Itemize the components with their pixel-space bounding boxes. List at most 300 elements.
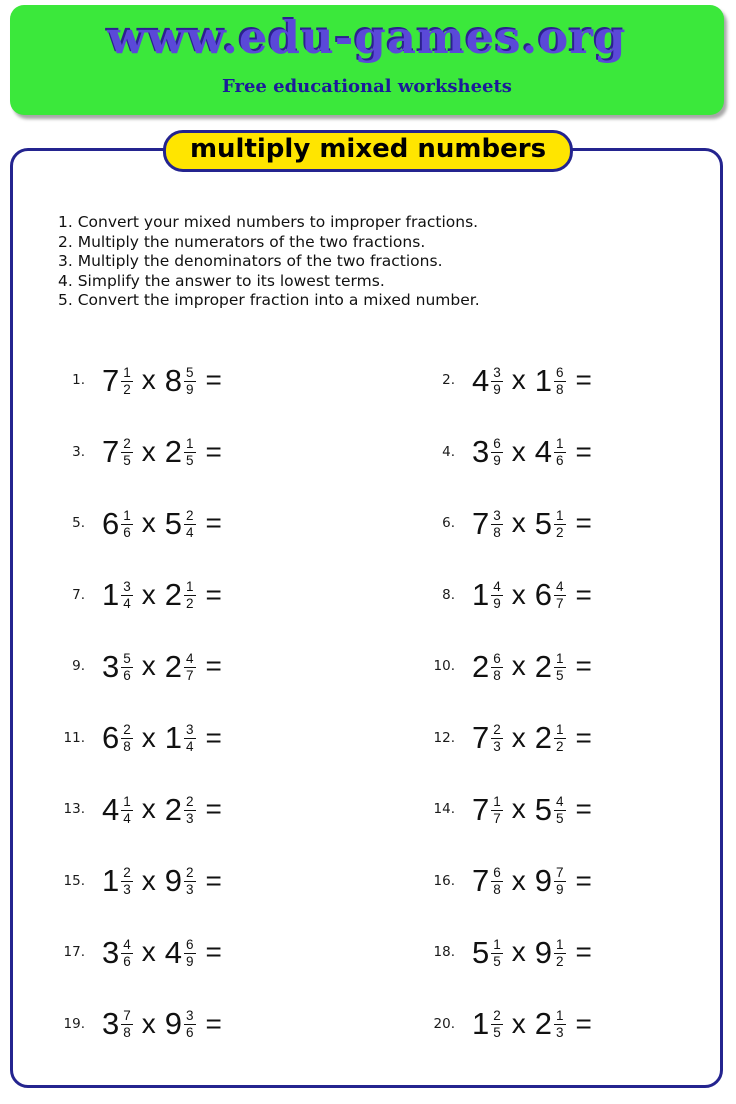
first-whole-number: 4: [472, 362, 490, 398]
first-fraction-numerator: 7: [121, 1009, 133, 1025]
first-fraction: [491, 795, 503, 826]
second-fraction-numerator: 4: [184, 652, 196, 668]
equals-sign: =: [205, 721, 222, 753]
second-fraction-numerator: 4: [554, 795, 566, 811]
second-fraction-numerator: 3: [184, 1009, 196, 1025]
equals-sign: =: [205, 507, 222, 539]
second-fraction-denominator: 2: [556, 953, 564, 969]
second-fraction-denominator: 2: [186, 596, 194, 612]
problem-item: [421, 863, 720, 899]
first-fraction-denominator: 2: [123, 381, 131, 397]
equals-sign: =: [205, 793, 222, 825]
multiply-operator: x: [511, 650, 526, 682]
problem-item: [51, 434, 421, 470]
problem-expression: [472, 863, 592, 899]
second-fraction-denominator: 6: [186, 1025, 194, 1041]
problem-item: [51, 505, 421, 541]
equals-sign: =: [575, 936, 592, 968]
problem-number: 15.: [63, 872, 85, 889]
second-fraction-numerator: 1: [184, 437, 196, 453]
first-mixed-number: [472, 934, 503, 970]
second-whole-number: 2: [164, 577, 183, 613]
first-fraction-numerator: 3: [491, 366, 503, 382]
first-fraction-denominator: 5: [493, 1025, 501, 1041]
first-fraction-denominator: 6: [123, 667, 131, 683]
problem-expression: [102, 648, 222, 684]
problem-number: 1.: [72, 372, 85, 389]
problem-number: 4.: [442, 443, 455, 460]
second-fraction-numerator: 6: [554, 366, 566, 382]
second-whole-number: 2: [534, 648, 553, 684]
first-whole-number: 3: [102, 934, 120, 970]
multiply-operator: x: [141, 578, 156, 610]
problem-expression: [472, 934, 592, 970]
first-whole-number: 7: [472, 863, 490, 899]
multiply-operator: x: [511, 435, 526, 467]
second-fraction-numerator: 1: [554, 723, 566, 739]
second-fraction-denominator: 3: [186, 882, 194, 898]
second-fraction-denominator: 6: [556, 453, 564, 469]
second-whole-number: 5: [164, 505, 183, 541]
problem-item: [51, 863, 421, 899]
first-fraction-denominator: 9: [493, 453, 501, 469]
second-mixed-number: [164, 577, 196, 613]
first-mixed-number: [472, 362, 503, 398]
first-fraction-denominator: 5: [123, 453, 131, 469]
second-whole-number: 6: [534, 577, 553, 613]
equals-sign: =: [575, 721, 592, 753]
problem-item: [421, 791, 720, 827]
second-fraction: [184, 652, 196, 683]
problem-expression: [102, 1006, 222, 1042]
problem-number: 6.: [442, 515, 455, 532]
second-fraction-numerator: 1: [184, 580, 196, 596]
first-fraction-denominator: 6: [123, 524, 131, 540]
multiply-operator: x: [141, 650, 156, 682]
instructions-list: [58, 213, 720, 311]
problem-number: 3.: [72, 443, 85, 460]
first-mixed-number: [472, 791, 503, 827]
second-fraction: [554, 723, 566, 754]
first-fraction-denominator: 8: [123, 1025, 131, 1041]
first-fraction: [121, 580, 133, 611]
second-fraction-numerator: 1: [554, 652, 566, 668]
first-whole-number: 1: [472, 1006, 490, 1042]
problem-item: [421, 1006, 720, 1042]
second-fraction-denominator: 8: [556, 381, 564, 397]
instruction-line: 1. Convert your mixed numbers to improper fractions.: [58, 213, 479, 231]
first-fraction-numerator: 1: [121, 795, 133, 811]
multiply-operator: x: [141, 435, 156, 467]
site-tagline: Free educational worksheets: [222, 76, 512, 97]
instruction-line: 5. Convert the improper fraction into a mixed number.: [58, 291, 480, 310]
first-mixed-number: [472, 720, 503, 756]
second-fraction: [184, 366, 196, 397]
problem-expression: [472, 505, 592, 541]
first-mixed-number: [472, 648, 503, 684]
second-fraction: [184, 437, 196, 468]
second-fraction-denominator: 5: [556, 810, 564, 826]
second-fraction-numerator: 1: [554, 509, 566, 525]
second-fraction: [184, 866, 196, 897]
first-whole-number: 6: [102, 505, 120, 541]
first-fraction-denominator: 5: [493, 953, 501, 969]
instruction-line: 3. Multiply the denominators of the two fractions.: [58, 252, 443, 271]
problem-item: [421, 720, 720, 756]
equals-sign: =: [205, 578, 222, 610]
first-fraction: [121, 437, 133, 468]
problem-item: [421, 648, 720, 684]
second-whole-number: 5: [534, 505, 553, 541]
multiply-operator: x: [511, 936, 526, 968]
problem-expression: [102, 434, 222, 470]
first-mixed-number: [102, 577, 133, 613]
second-whole-number: 8: [164, 362, 183, 398]
instruction-line: 2. Multiply the numerators of the two fractions.: [58, 232, 426, 251]
problem-item: [421, 577, 720, 613]
second-mixed-number: [164, 1006, 196, 1042]
second-fraction-denominator: 9: [556, 882, 564, 898]
equals-sign: =: [205, 435, 222, 467]
first-whole-number: 1: [472, 577, 490, 613]
problem-item: [421, 505, 720, 541]
first-fraction: [491, 723, 503, 754]
equals-sign: =: [575, 364, 592, 396]
first-fraction-denominator: 9: [493, 381, 501, 397]
first-whole-number: 3: [102, 648, 120, 684]
second-mixed-number: [164, 434, 196, 470]
second-mixed-number: [164, 505, 196, 541]
second-fraction-denominator: 7: [186, 667, 194, 683]
first-fraction: [121, 723, 133, 754]
second-fraction-denominator: 3: [186, 810, 194, 826]
second-fraction-numerator: 2: [184, 509, 196, 525]
second-whole-number: 4: [164, 934, 183, 970]
second-mixed-number: [534, 791, 566, 827]
second-whole-number: 2: [164, 434, 183, 470]
second-mixed-number: [164, 720, 196, 756]
second-fraction: [184, 795, 196, 826]
first-whole-number: 2: [472, 648, 490, 684]
second-mixed-number: [534, 934, 566, 970]
problem-expression: [102, 505, 222, 541]
problem-number: 9.: [72, 658, 85, 675]
first-fraction-numerator: 6: [491, 866, 503, 882]
first-fraction-numerator: 2: [121, 723, 133, 739]
first-fraction-numerator: 4: [491, 580, 503, 596]
problem-number: 10.: [433, 658, 455, 675]
second-fraction: [184, 723, 196, 754]
second-mixed-number: [534, 720, 566, 756]
second-mixed-number: [534, 1006, 566, 1042]
second-fraction-numerator: 5: [184, 366, 196, 382]
second-fraction-denominator: 9: [186, 381, 194, 397]
problem-expression: [102, 362, 222, 398]
second-whole-number: 9: [164, 1006, 183, 1042]
second-mixed-number: [164, 934, 196, 970]
first-mixed-number: [102, 648, 133, 684]
multiply-operator: x: [141, 793, 156, 825]
first-fraction-denominator: 8: [493, 667, 501, 683]
multiply-operator: x: [511, 1007, 526, 1039]
second-fraction-numerator: 7: [554, 866, 566, 882]
first-whole-number: 7: [102, 362, 120, 398]
problem-item: [51, 934, 421, 970]
second-fraction: [554, 437, 566, 468]
first-fraction: [491, 509, 503, 540]
problem-number: 16.: [433, 872, 455, 889]
multiply-operator: x: [511, 364, 526, 396]
first-fraction-numerator: 6: [491, 652, 503, 668]
first-mixed-number: [102, 863, 133, 899]
first-fraction: [491, 366, 503, 397]
second-mixed-number: [164, 648, 196, 684]
multiply-operator: x: [141, 364, 156, 396]
first-mixed-number: [472, 863, 503, 899]
worksheet-panel: [10, 148, 723, 1088]
second-fraction-denominator: 9: [186, 953, 194, 969]
first-fraction-numerator: 6: [491, 437, 503, 453]
problem-expression: [472, 362, 592, 398]
second-mixed-number: [164, 863, 196, 899]
problem-number: 2.: [442, 372, 455, 389]
first-fraction: [491, 1009, 503, 1040]
problem-expression: [472, 648, 592, 684]
first-whole-number: 4: [102, 791, 120, 827]
first-mixed-number: [102, 720, 133, 756]
first-fraction-numerator: 4: [121, 938, 133, 954]
equals-sign: =: [575, 435, 592, 467]
problem-number: 7.: [72, 586, 85, 603]
problem-number: 19.: [63, 1015, 85, 1032]
second-mixed-number: [534, 863, 566, 899]
first-fraction: [121, 1009, 133, 1040]
second-mixed-number: [534, 577, 566, 613]
second-whole-number: 2: [164, 648, 183, 684]
first-whole-number: 3: [102, 1006, 120, 1042]
second-mixed-number: [534, 362, 566, 398]
problem-number: 20.: [433, 1015, 455, 1032]
second-mixed-number: [534, 505, 566, 541]
second-whole-number: 9: [534, 934, 553, 970]
first-fraction-denominator: 4: [123, 596, 131, 612]
equals-sign: =: [205, 650, 222, 682]
first-fraction-denominator: 8: [123, 739, 131, 755]
problem-expression: [102, 934, 222, 970]
first-fraction: [121, 866, 133, 897]
first-fraction-numerator: 2: [121, 437, 133, 453]
second-fraction: [184, 580, 196, 611]
second-fraction-denominator: 3: [556, 1025, 564, 1041]
second-fraction: [554, 866, 566, 897]
equals-sign: =: [575, 650, 592, 682]
equals-sign: =: [575, 578, 592, 610]
first-whole-number: 6: [102, 720, 120, 756]
first-mixed-number: [472, 577, 503, 613]
first-fraction: [491, 580, 503, 611]
worksheet-title: multiply mixed numbers: [189, 134, 547, 164]
problem-expression: [102, 577, 222, 613]
second-fraction-numerator: 6: [184, 938, 196, 954]
first-fraction-numerator: 1: [491, 938, 503, 954]
problem-number: 5.: [72, 515, 85, 532]
equals-sign: =: [575, 1007, 592, 1039]
problems-grid: [13, 345, 720, 1060]
site-title: www.edu-games.org: [107, 11, 627, 64]
first-fraction: [491, 938, 503, 969]
first-mixed-number: [472, 1006, 503, 1042]
problem-expression: [472, 1006, 592, 1042]
second-whole-number: 5: [534, 791, 553, 827]
problem-item: [421, 934, 720, 970]
second-fraction-numerator: 3: [184, 723, 196, 739]
first-fraction-denominator: 7: [493, 810, 501, 826]
problem-expression: [102, 791, 222, 827]
first-fraction-denominator: 3: [493, 739, 501, 755]
multiply-operator: x: [141, 864, 156, 896]
first-fraction-denominator: 3: [123, 882, 131, 898]
equals-sign: =: [205, 864, 222, 896]
problem-item: [51, 720, 421, 756]
second-fraction: [184, 938, 196, 969]
problem-expression: [472, 577, 592, 613]
first-fraction: [491, 437, 503, 468]
equals-sign: =: [205, 1007, 222, 1039]
equals-sign: =: [205, 936, 222, 968]
multiply-operator: x: [141, 507, 156, 539]
second-fraction-denominator: 4: [186, 524, 194, 540]
problem-item: [421, 362, 720, 398]
problem-item: [51, 648, 421, 684]
second-fraction-denominator: 5: [556, 667, 564, 683]
first-fraction-numerator: 3: [491, 509, 503, 525]
second-fraction-numerator: 2: [184, 795, 196, 811]
multiply-operator: x: [141, 936, 156, 968]
first-mixed-number: [102, 791, 133, 827]
second-fraction: [554, 795, 566, 826]
second-fraction-denominator: 4: [186, 739, 194, 755]
first-fraction-numerator: 5: [121, 652, 133, 668]
multiply-operator: x: [511, 721, 526, 753]
first-fraction-numerator: 2: [121, 866, 133, 882]
problem-item: [421, 434, 720, 470]
first-fraction-denominator: 8: [493, 882, 501, 898]
instruction-line: 4. Simplify the answer to its lowest terms.: [58, 271, 385, 290]
second-fraction: [184, 509, 196, 540]
second-fraction: [184, 1009, 196, 1040]
worksheet-title-badge: [163, 130, 573, 172]
second-whole-number: 9: [164, 863, 183, 899]
first-fraction: [491, 866, 503, 897]
first-whole-number: 1: [102, 863, 120, 899]
first-whole-number: 3: [472, 434, 490, 470]
second-whole-number: 2: [534, 1006, 553, 1042]
second-whole-number: 1: [164, 720, 183, 756]
first-mixed-number: [102, 934, 133, 970]
first-fraction-denominator: 8: [493, 524, 501, 540]
second-fraction-numerator: 1: [554, 437, 566, 453]
second-fraction-numerator: 4: [554, 580, 566, 596]
first-whole-number: 7: [472, 505, 490, 541]
first-fraction: [121, 938, 133, 969]
second-mixed-number: [164, 362, 196, 398]
first-fraction: [121, 652, 133, 683]
first-fraction: [121, 509, 133, 540]
problem-number: 13.: [63, 801, 85, 818]
second-whole-number: 9: [534, 863, 553, 899]
problem-number: 14.: [433, 801, 455, 818]
first-mixed-number: [102, 1006, 133, 1042]
problem-expression: [472, 434, 592, 470]
second-whole-number: 4: [534, 434, 553, 470]
equals-sign: =: [205, 364, 222, 396]
equals-sign: =: [575, 864, 592, 896]
second-fraction: [554, 509, 566, 540]
second-mixed-number: [534, 648, 566, 684]
problem-number: 12.: [433, 729, 455, 746]
first-fraction-denominator: 9: [493, 596, 501, 612]
second-fraction: [554, 580, 566, 611]
first-fraction-numerator: 2: [491, 1009, 503, 1025]
second-fraction-denominator: 2: [556, 524, 564, 540]
second-fraction: [554, 652, 566, 683]
second-mixed-number: [164, 791, 196, 827]
first-mixed-number: [102, 505, 133, 541]
first-fraction-denominator: 6: [123, 953, 131, 969]
second-whole-number: 2: [534, 720, 553, 756]
problem-number: 11.: [63, 729, 85, 746]
second-fraction-denominator: 7: [556, 596, 564, 612]
multiply-operator: x: [511, 507, 526, 539]
first-mixed-number: [102, 362, 133, 398]
first-fraction-denominator: 4: [123, 810, 131, 826]
problem-number: 17.: [63, 944, 85, 961]
problem-number: 8.: [442, 586, 455, 603]
first-whole-number: 7: [102, 434, 120, 470]
first-fraction: [121, 366, 133, 397]
problem-item: [51, 791, 421, 827]
second-fraction-numerator: 1: [554, 1009, 566, 1025]
multiply-operator: x: [511, 793, 526, 825]
second-fraction-numerator: 1: [554, 938, 566, 954]
first-mixed-number: [102, 434, 133, 470]
equals-sign: =: [575, 507, 592, 539]
second-whole-number: 2: [164, 791, 183, 827]
problem-item: [51, 362, 421, 398]
multiply-operator: x: [511, 864, 526, 896]
problem-number: 18.: [433, 944, 455, 961]
first-whole-number: 7: [472, 720, 490, 756]
multiply-operator: x: [511, 578, 526, 610]
second-fraction-numerator: 2: [184, 866, 196, 882]
second-fraction: [554, 938, 566, 969]
first-mixed-number: [472, 434, 503, 470]
first-whole-number: 5: [472, 934, 490, 970]
problem-expression: [102, 863, 222, 899]
problem-item: [51, 1006, 421, 1042]
site-banner: [10, 5, 724, 115]
problem-expression: [102, 720, 222, 756]
first-whole-number: 1: [102, 577, 120, 613]
first-fraction: [121, 795, 133, 826]
multiply-operator: x: [141, 1007, 156, 1039]
problem-item: [51, 577, 421, 613]
problem-expression: [472, 791, 592, 827]
multiply-operator: x: [141, 721, 156, 753]
second-fraction: [554, 1009, 566, 1040]
problem-expression: [472, 720, 592, 756]
first-fraction-numerator: 1: [121, 509, 133, 525]
